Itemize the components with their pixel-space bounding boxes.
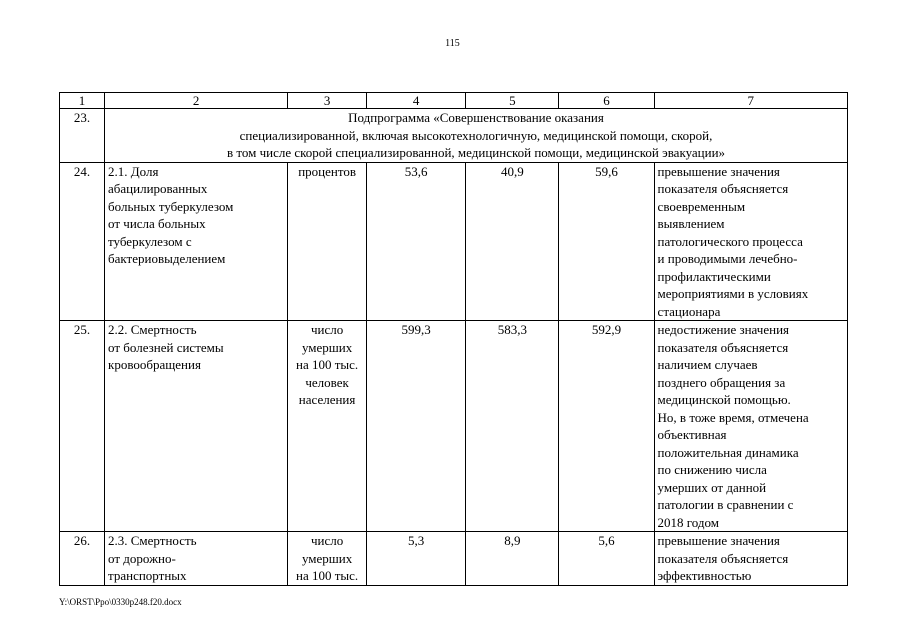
indicator-name-line: абацилированных — [108, 181, 208, 196]
value-planned-line: 599,3 — [401, 322, 431, 337]
subprogram-line: специализированной, включая высокотехнологичную, медицинской помощи, скорой, — [239, 127, 713, 143]
indicator-name-line: больных туберкулезом — [108, 198, 234, 214]
indicator-name-line: бактериовыделением — [108, 251, 226, 266]
comment-line: патологического процесса — [657, 233, 803, 249]
value-previous — [466, 321, 559, 532]
indicator-name-line: транспортных — [108, 568, 187, 583]
comment-line: Но, в тоже время, отмечена — [657, 409, 809, 425]
header-cell: 2 — [105, 93, 288, 109]
row-number — [60, 532, 105, 586]
value-actual-line: 5,6 — [598, 533, 615, 548]
unit-line: число — [310, 322, 344, 337]
comment-line: наличием случаев — [657, 357, 758, 372]
comment-line: по снижению числа — [657, 462, 767, 477]
comment-line: патологии в сравнении с — [657, 497, 794, 512]
value-previous — [466, 532, 559, 586]
report-table — [59, 92, 848, 586]
comment-line: своевременным — [657, 198, 746, 214]
unit — [288, 532, 367, 586]
value-planned — [366, 321, 465, 532]
unit-line: населения — [298, 392, 356, 407]
indicator-name-line: от дорожно- — [108, 550, 176, 566]
indicator-name-line: от болезней системы — [108, 339, 224, 355]
indicator-name-line: 2.3. Смертность — [108, 533, 197, 548]
value-planned-line: 5,3 — [407, 533, 425, 548]
value-actual-line: 592,9 — [591, 322, 622, 337]
value-planned — [366, 532, 465, 586]
indicator-name-line: 2.1. Доля — [108, 163, 159, 179]
row-number: 23. — [60, 109, 105, 163]
comment-line: показателя объясняется — [657, 550, 789, 566]
header-cell: 6 — [559, 93, 654, 109]
value-actual-line: 59,6 — [595, 163, 618, 179]
indicator-name-line: от числа больных — [108, 216, 206, 231]
comment-line: показателя объясняется — [657, 181, 789, 196]
value-previous — [466, 162, 559, 321]
indicator-name-line: 2.2. Смертность — [108, 322, 197, 337]
header-cell: 5 — [466, 93, 559, 109]
comment-line: умерших от данной — [657, 479, 767, 495]
file-path-footer: Y:\ORST\Ppo\0330p248.f20.docx — [59, 597, 182, 607]
unit-line: на 100 тыс. — [296, 357, 359, 372]
unit-line: умерших — [301, 550, 353, 566]
comment-line: превышение значения — [657, 533, 780, 548]
row-number-line: 24. — [73, 163, 91, 179]
comment-line: показателя объясняется — [657, 339, 789, 355]
row-number — [60, 321, 105, 532]
subprogram-line: Подпрограмма «Совершенствование оказания — [348, 110, 604, 125]
unit-line: процентов — [298, 163, 356, 179]
header-cell: 4 — [366, 93, 465, 109]
value-actual — [559, 162, 654, 321]
value-planned-line: 53,6 — [404, 163, 428, 179]
comment — [654, 321, 847, 532]
value-actual — [559, 321, 654, 532]
comment — [654, 532, 847, 586]
row-number — [60, 162, 105, 321]
header-row — [60, 93, 848, 109]
unit — [288, 321, 367, 532]
header-cell: 3 — [288, 93, 367, 109]
indicator-name — [105, 532, 288, 586]
unit — [288, 162, 367, 321]
header-cell: 1 — [60, 93, 105, 109]
unit-line: на 100 тыс. — [296, 568, 359, 583]
unit-line: число — [310, 533, 344, 548]
indicator-name — [105, 321, 288, 532]
comment-line: стационара — [657, 303, 721, 319]
comment-line: выявлением — [657, 216, 725, 231]
comment-line: мероприятиями в условиях — [657, 286, 809, 301]
unit-line: человек — [305, 374, 349, 390]
comment-line: профилактическими — [657, 268, 771, 284]
header-cell: 7 — [654, 93, 847, 109]
unit-line: умерших — [301, 339, 353, 355]
subprogram-line: в том числе скорой специализированной, медицинской помощи, медицинской эвакуации» — [226, 145, 726, 160]
subprogram-row — [60, 109, 848, 163]
comment-line: положительная динамика — [657, 444, 799, 460]
comment-line: медицинской помощью. — [657, 392, 791, 407]
indicator-name-line: кровообращения — [108, 357, 201, 372]
row-number-line: 26. — [73, 533, 91, 548]
comment-line: недостижение значения — [657, 322, 790, 337]
row-number-line: 25. — [73, 322, 91, 337]
table-row — [60, 162, 848, 321]
page-number: 115 — [445, 38, 460, 49]
value-actual — [559, 532, 654, 586]
comment-line: объективная — [657, 427, 727, 442]
comment-line: позднего обращения за — [657, 374, 786, 390]
table-row — [60, 321, 848, 532]
value-planned — [366, 162, 465, 321]
comment-line: 2018 годом — [657, 514, 720, 530]
comment-line: превышение значения — [657, 163, 780, 179]
indicator-name-line: туберкулезом с — [108, 233, 192, 249]
value-previous-line: 8,9 — [504, 533, 521, 548]
indicator-name — [105, 162, 288, 321]
subprogram-title — [105, 109, 848, 163]
value-previous-line: 583,3 — [497, 322, 527, 337]
value-previous-line: 40,9 — [500, 163, 524, 179]
comment-line: и проводимыми лечебно- — [657, 251, 798, 266]
comment-line: эффективностью — [657, 568, 752, 583]
comment — [654, 162, 847, 321]
table-row — [60, 532, 848, 586]
